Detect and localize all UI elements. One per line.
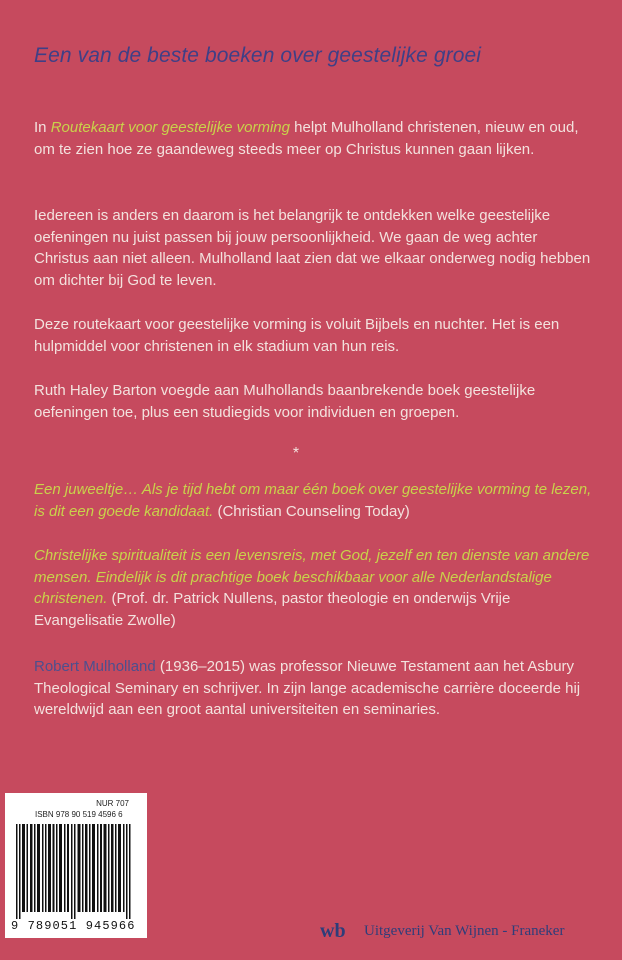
author-name: Robert Mulholland	[34, 658, 156, 675]
quote-2-text: Christelijke spiritualiteit is een levensreis, met God, jezelf en ten dienste van andere mensen. Eindelijk is dit prachtige boek beschikbaar voor alle Nederlandstalige christenen.	[34, 547, 590, 607]
personality-paragraph: Iedereen is anders en daarom is het belangrijk te ontdekken welke geestelijke oefeningen nu juist passen bij jouw persoonlijkheid. We gaan de weg achter Christus aan niet alleen. Mulholland laat zien dat we elkaar onderweg nodig hebben om dichter bij God te leven.	[34, 207, 591, 289]
isbn-number: ISBN 978 90 519 4596 6	[35, 810, 123, 819]
quote-1-source: (Christian Counseling Today)	[213, 502, 410, 520]
book-title: Routekaart voor geestelijke vorming	[50, 119, 290, 136]
review-quote-2	[34, 545, 594, 631]
author-bio-text: (1936–2015) was professor Nieuwe Testament aan het Asbury Theological Seminary en schrijver. In zijn lange academische carrière doceerde hij wereldwijd aan een groot aantal universiteiten en seminaries.	[34, 658, 581, 718]
quote-1-text: Een juweeltje… Als je tijd hebt om maar één boek over geestelijke vorming te lezen, is dit een goede kandidaat.	[34, 481, 592, 520]
svg-text:wb: wb	[320, 920, 346, 942]
intro-paragraph	[34, 117, 594, 160]
section-separator: *	[292, 445, 300, 462]
back-cover-headline: Een van de beste boeken over geestelijke groei	[34, 44, 482, 67]
isbn-barcode	[5, 793, 147, 938]
publisher-imprint	[320, 920, 564, 942]
intro-prefix: In	[34, 119, 51, 136]
barton-paragraph: Ruth Haley Barton voegde aan Mulhollands baanbrekende boek geestelijke oefeningen toe, plus een studiegids voor individuen en groepen.	[34, 382, 536, 421]
author-bio	[34, 656, 594, 721]
biblical-paragraph: Deze routekaart voor geestelijke vorming is voluit Bijbels en nuchter. Het is een hulpmiddel voor christenen in elk stadium van hun reis.	[34, 316, 560, 355]
publisher-name: Uitgeverij Van Wijnen - Franeker	[364, 922, 565, 939]
publisher-logo-icon	[320, 920, 356, 942]
quote-2-source: (Prof. dr. Patrick Nullens, pastor theologie en onderwijs Vrije Evangelisatie Zwolle)	[34, 590, 511, 629]
barcode-digits: 9 789051 945966	[11, 919, 136, 933]
intro-rest: helpt Mulholland christenen, nieuw en oud, om te zien hoe ze gaandeweg steeds meer op Christus kunnen gaan lijken.	[34, 119, 579, 158]
review-quote-1	[34, 479, 594, 522]
barcode-bars-icon	[14, 824, 139, 919]
nur-code: NUR 707	[96, 799, 129, 808]
